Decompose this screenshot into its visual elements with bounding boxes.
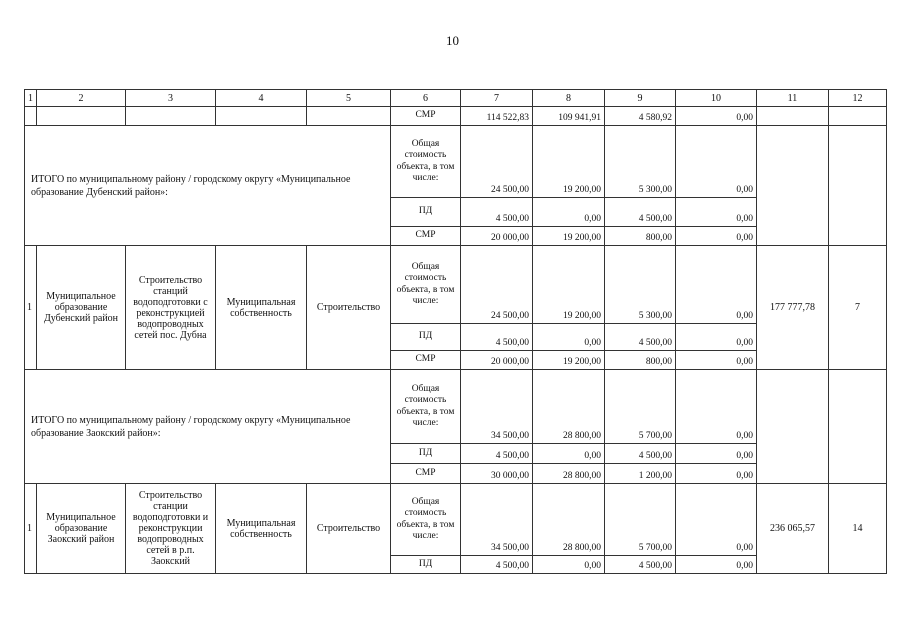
cell-value: 0,00 bbox=[676, 198, 757, 227]
cell-value: 0,00 bbox=[533, 444, 605, 464]
cell-value: 4 500,00 bbox=[605, 198, 676, 227]
row-index: 1 bbox=[25, 246, 37, 370]
cell-value: 109 941,91 bbox=[533, 107, 605, 126]
col-header: 9 bbox=[605, 90, 676, 107]
col-header: 5 bbox=[307, 90, 391, 107]
cell-value: 5 300,00 bbox=[605, 246, 676, 324]
cell-value: 0,00 bbox=[533, 556, 605, 574]
col11-value: 236 065,57 bbox=[757, 484, 829, 574]
cell-value: 5 700,00 bbox=[605, 370, 676, 444]
empty-cell bbox=[126, 107, 216, 126]
smr-label: СМР bbox=[391, 107, 461, 126]
cell-value: 0,00 bbox=[533, 324, 605, 351]
total-cost-label: Общая стоимость объекта, в том числе: bbox=[391, 370, 461, 444]
cell-value: 0,00 bbox=[676, 351, 757, 370]
cell-value: 28 800,00 bbox=[533, 484, 605, 556]
total-cost-label: Общая стоимость объекта, в том числе: bbox=[391, 126, 461, 198]
table-row bbox=[25, 126, 887, 198]
cell-value: 24 500,00 bbox=[461, 126, 533, 198]
cell-value: 5 300,00 bbox=[605, 126, 676, 198]
cell-value: 800,00 bbox=[605, 351, 676, 370]
cell-value: 0,00 bbox=[676, 126, 757, 198]
cell-value: 4 500,00 bbox=[461, 198, 533, 227]
work-type-cell: Строительство bbox=[307, 484, 391, 574]
cell-value: 19 200,00 bbox=[533, 227, 605, 246]
cell-value: 4 580,92 bbox=[605, 107, 676, 126]
cell-value: 28 800,00 bbox=[533, 370, 605, 444]
empty-cell bbox=[829, 107, 887, 126]
cell-value: 0,00 bbox=[676, 324, 757, 351]
investment-table bbox=[24, 89, 887, 574]
cell-value: 0,00 bbox=[676, 370, 757, 444]
cell-value: 4 500,00 bbox=[461, 444, 533, 464]
cell-value: 0,00 bbox=[533, 198, 605, 227]
col-header: 2 bbox=[37, 90, 126, 107]
cell-value: 0,00 bbox=[676, 484, 757, 556]
cell-value: 20 000,00 bbox=[461, 351, 533, 370]
smr-label: СМР bbox=[391, 351, 461, 370]
cell-value: 0,00 bbox=[676, 444, 757, 464]
row-index: 1 bbox=[25, 484, 37, 574]
cell-value: 0,00 bbox=[676, 556, 757, 574]
object-name-cell: Строительство станции водоподготовки и реконструкции водопроводных сетей в р.п. Заокский bbox=[126, 484, 216, 574]
cell-value: 0,00 bbox=[676, 107, 757, 126]
col-header: 1 bbox=[25, 90, 37, 107]
empty-cell bbox=[37, 107, 126, 126]
pd-label: ПД bbox=[391, 556, 461, 574]
empty-cell bbox=[829, 370, 887, 484]
col11-value: 177 777,78 bbox=[757, 246, 829, 370]
cell-value: 114 522,83 bbox=[461, 107, 533, 126]
cell-value: 4 500,00 bbox=[605, 324, 676, 351]
empty-cell bbox=[757, 370, 829, 484]
empty-cell bbox=[307, 107, 391, 126]
total-cost-label: Общая стоимость объекта, в том числе: bbox=[391, 484, 461, 556]
empty-cell bbox=[216, 107, 307, 126]
ownership-cell: Муниципальная собственность bbox=[216, 246, 307, 370]
itogo-dubna-label: ИТОГО по муниципальному району / городскому округу «Муниципальное образование Дубенский район»: bbox=[25, 126, 391, 246]
page-number: 10 bbox=[446, 33, 459, 48]
cell-value: 4 500,00 bbox=[605, 556, 676, 574]
smr-label: СМР bbox=[391, 464, 461, 484]
col-header: 3 bbox=[126, 90, 216, 107]
total-cost-label: Общая стоимость объекта, в том числе: bbox=[391, 246, 461, 324]
table-row bbox=[25, 107, 887, 126]
pd-label: ПД bbox=[391, 198, 461, 227]
cell-value: 19 200,00 bbox=[533, 351, 605, 370]
col-header: 12 bbox=[829, 90, 887, 107]
col-header: 10 bbox=[676, 90, 757, 107]
municipality-cell: Муниципальное образование Дубенский район bbox=[37, 246, 126, 370]
smr-label: СМР bbox=[391, 227, 461, 246]
cell-value: 4 500,00 bbox=[461, 324, 533, 351]
cell-value: 30 000,00 bbox=[461, 464, 533, 484]
cell-value: 800,00 bbox=[605, 227, 676, 246]
pd-label: ПД bbox=[391, 324, 461, 351]
cell-value: 34 500,00 bbox=[461, 370, 533, 444]
itogo-zaoksky-label: ИТОГО по муниципальному району / городскому округу «Муниципальное образование Заокский район»: bbox=[25, 370, 391, 484]
empty-cell bbox=[757, 107, 829, 126]
object-name-cell: Строительство станций водоподготовки с реконструкцией водопроводных сетей пос. Дубна bbox=[126, 246, 216, 370]
municipality-cell: Муниципальное образование Заокский район bbox=[37, 484, 126, 574]
empty-cell bbox=[25, 107, 37, 126]
col-header: 6 bbox=[391, 90, 461, 107]
cell-value: 1 200,00 bbox=[605, 464, 676, 484]
cell-value: 0,00 bbox=[676, 246, 757, 324]
cell-value: 34 500,00 bbox=[461, 484, 533, 556]
col-header: 11 bbox=[757, 90, 829, 107]
col-header: 8 bbox=[533, 90, 605, 107]
cell-value: 5 700,00 bbox=[605, 484, 676, 556]
table-row bbox=[25, 370, 887, 444]
pd-label: ПД bbox=[391, 444, 461, 464]
table-row bbox=[25, 484, 887, 556]
cell-value: 28 800,00 bbox=[533, 464, 605, 484]
cell-value: 20 000,00 bbox=[461, 227, 533, 246]
cell-value: 24 500,00 bbox=[461, 246, 533, 324]
cell-value: 4 500,00 bbox=[461, 556, 533, 574]
table-row bbox=[25, 246, 887, 324]
cell-value: 0,00 bbox=[676, 227, 757, 246]
cell-value: 19 200,00 bbox=[533, 246, 605, 324]
cell-value: 0,00 bbox=[676, 464, 757, 484]
work-type-cell: Строительство bbox=[307, 246, 391, 370]
empty-cell bbox=[757, 126, 829, 246]
col-header: 7 bbox=[461, 90, 533, 107]
column-numbers-row bbox=[25, 90, 887, 107]
ownership-cell: Муниципальная собственность bbox=[216, 484, 307, 574]
empty-cell bbox=[829, 126, 887, 246]
col-header: 4 bbox=[216, 90, 307, 107]
col12-value: 14 bbox=[829, 484, 887, 574]
cell-value: 19 200,00 bbox=[533, 126, 605, 198]
cell-value: 4 500,00 bbox=[605, 444, 676, 464]
col12-value: 7 bbox=[829, 246, 887, 370]
